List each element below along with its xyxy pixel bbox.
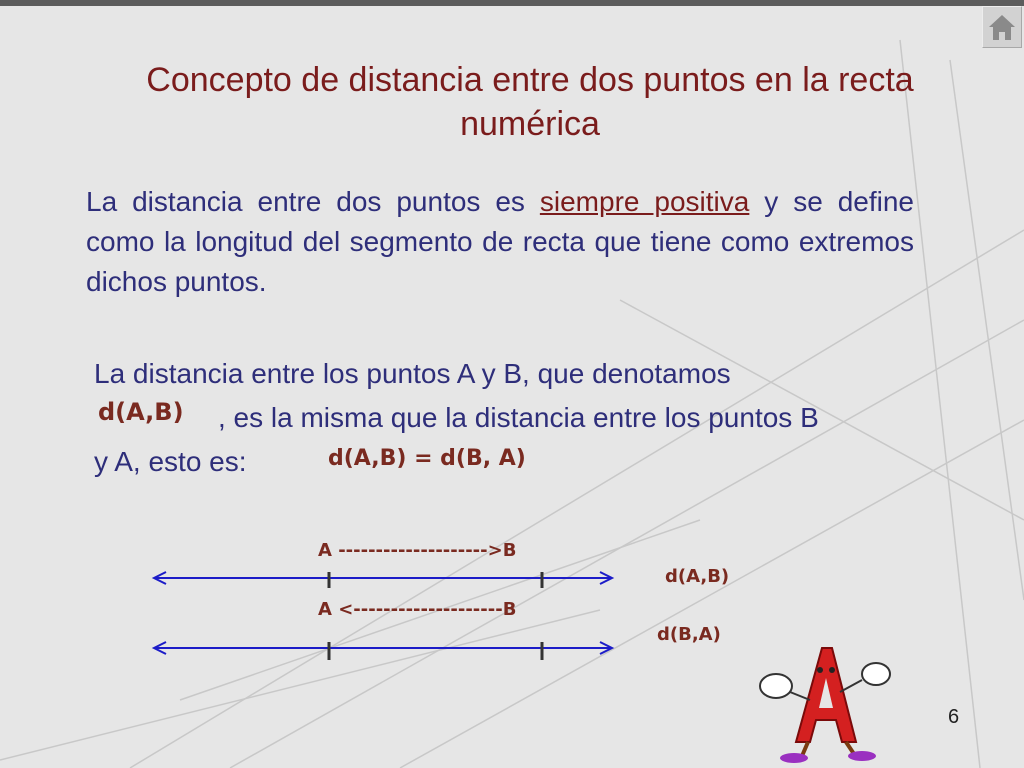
letter-a-mascot	[752, 640, 902, 764]
page-number: 6	[948, 706, 960, 728]
slide-title: Concepto de distancia entre dos puntos en la recta numérica	[146, 61, 914, 143]
distance-line-2: , es la misma que la distancia entre los puntos B	[218, 402, 819, 433]
ticks-2	[329, 642, 542, 660]
math-dab: d(A,B)	[98, 398, 184, 426]
distance-line-3: y A, esto es:	[94, 446, 247, 477]
distance-line-1: La distancia entre los puntos A y B, que denotamos	[94, 358, 731, 389]
ticks-1	[329, 572, 542, 588]
math-equation: d(A,B) = d(B, A)	[328, 446, 526, 471]
definition-emphasis: siempre positiva	[539, 186, 750, 217]
definition-text-end: y se define como la longitud del segmento de recta que tiene como extremos dichos puntos.	[86, 186, 915, 297]
result-dab: d(A,B)	[665, 566, 730, 587]
result-dba: d(B,A)	[657, 624, 721, 645]
definition-text-start: La distancia entre dos puntos es	[86, 186, 540, 217]
arrow-label-ba: A <--------------------B	[318, 599, 517, 620]
arrow-label-ab: A -------------------->B	[318, 540, 517, 561]
